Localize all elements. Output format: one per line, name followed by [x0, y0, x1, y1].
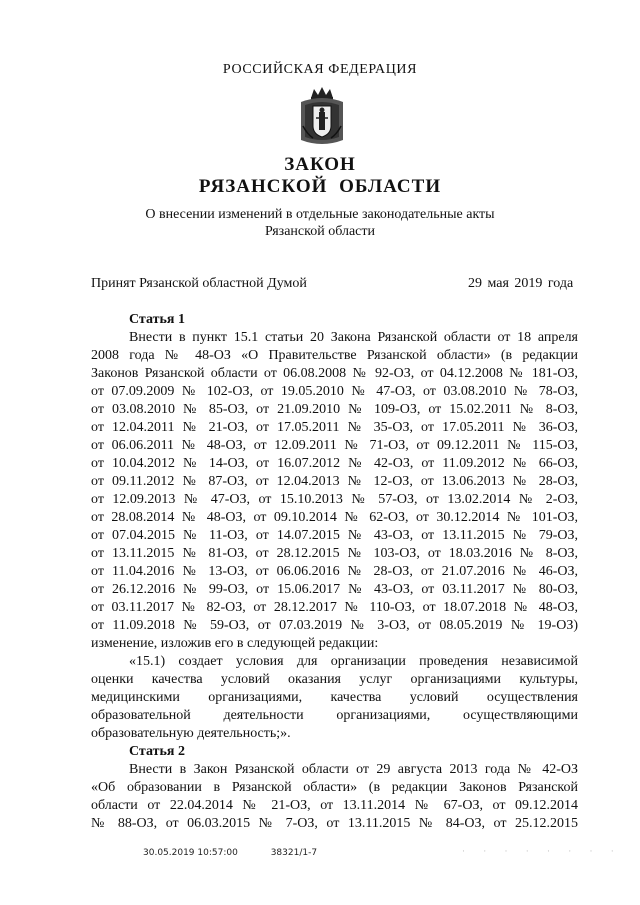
country-heading: РОССИЙСКАЯ ФЕДЕРАЦИЯ — [222, 62, 418, 77]
text-line: Законов Рязанской области от 06.08.2008 № 92-ОЗ, от 04.12.2008 № 181-ОЗ, — [91, 366, 578, 381]
text-line: области от 22.04.2014 № 21-ОЗ, от 13.11.2014 № 67-ОЗ, от 09.12.2014 — [91, 798, 578, 813]
subject-line: О внесении изменений в отдельные законодательные акты — [145, 207, 495, 222]
text-line: медицинскими организациями, качества условий осуществления — [91, 690, 578, 705]
article-1 — [91, 311, 578, 743]
text-line: от 28.08.2014 № 48-ОЗ, от 09.10.2014 № 62-ОЗ, от 30.12.2014 № 101-ОЗ, — [91, 510, 578, 525]
text-line: образовательной деятельности организациями, осуществляющими — [91, 708, 578, 723]
text-line: от 13.11.2015 № 81-ОЗ, от 28.12.2015 № 103-ОЗ, от 18.03.2016 № 8-ОЗ, — [91, 546, 578, 561]
text-line: от 09.11.2012 № 87-ОЗ, от 12.04.2013 № 12-ОЗ, от 13.06.2013 № 28-ОЗ, — [91, 474, 578, 489]
text-line: от 12.04.2011 № 21-ОЗ, от 17.05.2011 № 35-ОЗ, от 17.05.2011 № 36-ОЗ, — [91, 420, 578, 435]
text-line: 2008 года № 48-ОЗ «О Правительстве Рязанской области» (в редакции — [91, 348, 578, 363]
law-title: ЗАКОН — [284, 154, 356, 175]
text-line: от 06.06.2011 № 48-ОЗ, от 12.09.2011 № 71-ОЗ, от 09.12.2011 № 115-ОЗ, — [91, 438, 578, 453]
text-line: от 07.04.2015 № 11-ОЗ, от 14.07.2015 № 43-ОЗ, от 13.11.2015 № 79-ОЗ, — [91, 528, 578, 543]
law-subject — [0, 206, 640, 240]
footer-doc-number: 38321/1-7 — [270, 848, 318, 858]
text-line: Внести в Закон Рязанской области от 29 августа 2013 года № 42-ОЗ — [129, 762, 578, 777]
text-line: от 03.11.2017 № 82-ОЗ, от 28.12.2017 № 110-ОЗ, от 18.07.2018 № 48-ОЗ, — [91, 600, 578, 615]
text-line: от 12.09.2013 № 47-ОЗ, от 15.10.2013 № 57-ОЗ, от 13.02.2014 № 2-ОЗ, — [91, 492, 578, 507]
text-line: от 10.04.2012 № 14-ОЗ, от 16.07.2012 № 42-ОЗ, от 11.09.2012 № 66-ОЗ, — [91, 456, 578, 471]
adoption-date: 29 мая 2019 года — [468, 276, 574, 291]
footer-stamp — [143, 848, 347, 858]
subject-line: Рязанской области — [264, 224, 376, 239]
text-line: образовательную деятельность;». — [91, 726, 291, 741]
region-title: РЯЗАНСКОЙ ОБЛАСТИ — [198, 176, 442, 197]
text-line: «15.1) создает условия для организации проведения независимой — [129, 654, 578, 669]
adopted-by: Принят Рязанской областной Думой — [91, 276, 307, 291]
text-line: № 88-ОЗ, от 06.03.2015 № 7-ОЗ, от 13.11.2015 № 84-ОЗ, от 25.12.2015 — [91, 816, 578, 831]
scan-artifact: · · · · · · · · — [462, 846, 622, 856]
ryazan-coat-of-arms-icon — [297, 86, 347, 148]
footer-timestamp: 30.05.2019 10:57:00 — [143, 848, 238, 858]
article-heading: Статья 2 — [129, 744, 185, 759]
text-line: Внести в пункт 15.1 статьи 20 Закона Рязанской области от 18 апреля — [129, 330, 578, 345]
text-line: оценки качества условий оказания услуг организациями культуры, — [91, 672, 578, 687]
text-line: от 11.09.2018 № 59-ОЗ, от 07.03.2019 № 3-ОЗ, от 08.05.2019 № 19-ОЗ) — [91, 618, 578, 633]
article-2 — [91, 743, 578, 833]
text-line: от 11.04.2016 № 13-ОЗ, от 06.06.2016 № 28-ОЗ, от 21.07.2016 № 46-ОЗ, — [91, 564, 578, 579]
text-line: от 26.12.2016 № 99-ОЗ, от 15.06.2017 № 43-ОЗ, от 03.11.2017 № 80-ОЗ, — [91, 582, 578, 597]
text-line: от 03.08.2010 № 85-ОЗ, от 21.09.2010 № 109-ОЗ, от 15.02.2011 № 8-ОЗ, — [91, 402, 578, 417]
text-line: «Об образовании в Рязанской области» (в редакции Законов Рязанской — [91, 780, 578, 795]
text-line: от 07.09.2009 № 102-ОЗ, от 19.05.2010 № 47-ОЗ, от 03.08.2010 № 78-ОЗ, — [91, 384, 578, 399]
article-heading: Статья 1 — [129, 312, 185, 327]
text-line: изменение, изложив его в следующей редакции: — [91, 636, 379, 651]
